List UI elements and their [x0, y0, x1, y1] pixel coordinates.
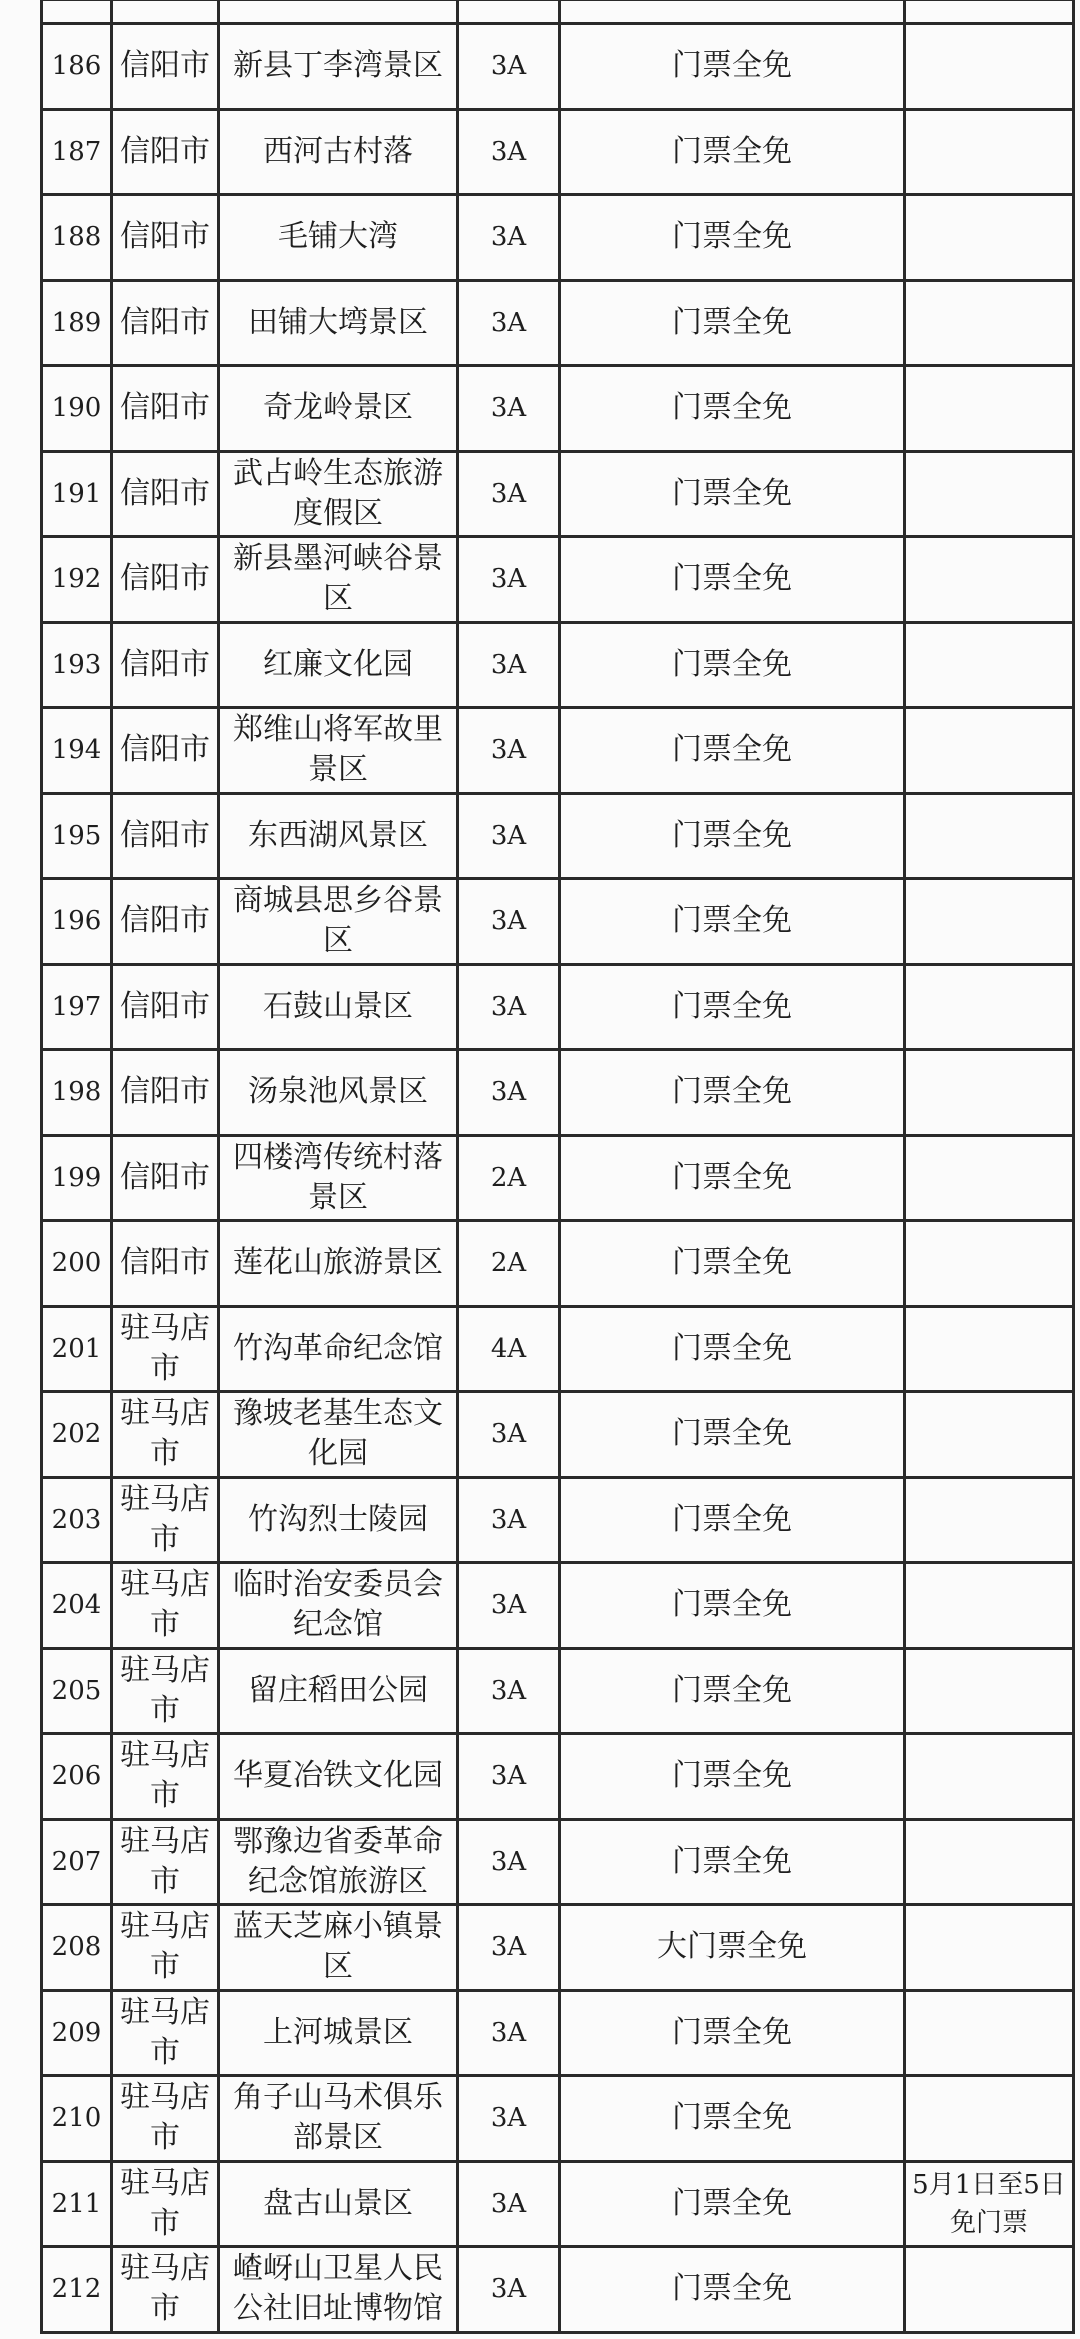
grade-level: 3A	[458, 109, 560, 195]
remarks-cell	[905, 24, 1074, 110]
scenic-spot-name: 武占岭生态旅游度假区	[219, 451, 458, 537]
row-number: 206	[42, 1734, 112, 1820]
scenic-spot-name: 石鼓山景区	[219, 964, 458, 1050]
remarks-cell	[905, 1050, 1074, 1136]
row-number: 192	[42, 537, 112, 623]
ticket-policy: 门票全免	[560, 964, 905, 1050]
ticket-policy: 门票全免	[560, 1050, 905, 1136]
remarks-cell: 5月1日至5日免门票	[905, 2161, 1074, 2247]
scenic-spots-table	[40, 0, 1075, 2334]
remarks-cell	[905, 1135, 1074, 1221]
city-cell: 信阳市	[112, 622, 219, 708]
table-cell	[42, 0, 112, 24]
remarks-cell	[905, 708, 1074, 794]
row-number: 196	[42, 879, 112, 965]
remarks-cell	[905, 2076, 1074, 2162]
table-row	[42, 280, 1074, 366]
ticket-policy: 门票全免	[560, 109, 905, 195]
city-cell: 信阳市	[112, 793, 219, 879]
ticket-policy: 门票全免	[560, 1734, 905, 1820]
ticket-policy: 门票全免	[560, 1990, 905, 2076]
table-row	[42, 1221, 1074, 1307]
remarks-cell	[905, 1392, 1074, 1478]
row-number: 197	[42, 964, 112, 1050]
row-number: 210	[42, 2076, 112, 2162]
grade-level: 3A	[458, 195, 560, 281]
city-cell: 驻马店市	[112, 2247, 219, 2333]
table-row	[42, 1819, 1074, 1905]
city-cell: 信阳市	[112, 964, 219, 1050]
table-cell	[905, 0, 1074, 24]
city-cell: 信阳市	[112, 280, 219, 366]
grade-level: 3A	[458, 1734, 560, 1820]
row-number: 212	[42, 2247, 112, 2333]
table-row	[42, 1477, 1074, 1563]
table-row	[42, 2247, 1074, 2333]
table-row	[42, 2076, 1074, 2162]
grade-level: 3A	[458, 24, 560, 110]
table-row	[42, 1648, 1074, 1734]
remarks-cell	[905, 366, 1074, 452]
row-number: 190	[42, 366, 112, 452]
scenic-spot-name: 临时治安委员会纪念馆	[219, 1563, 458, 1649]
grade-level: 3A	[458, 1819, 560, 1905]
city-cell: 驻马店市	[112, 1734, 219, 1820]
ticket-policy: 门票全免	[560, 622, 905, 708]
scenic-spot-name: 盘古山景区	[219, 2161, 458, 2247]
scenic-spot-name: 商城县思乡谷景区	[219, 879, 458, 965]
table-row	[42, 451, 1074, 537]
remarks-cell	[905, 1306, 1074, 1392]
row-number: 199	[42, 1135, 112, 1221]
city-cell: 驻马店市	[112, 1990, 219, 2076]
grade-level: 3A	[458, 1563, 560, 1649]
remarks-cell	[905, 195, 1074, 281]
city-cell: 驻马店市	[112, 1819, 219, 1905]
city-cell: 信阳市	[112, 366, 219, 452]
row-number: 189	[42, 280, 112, 366]
city-cell: 信阳市	[112, 1221, 219, 1307]
row-number: 191	[42, 451, 112, 537]
table-row	[42, 964, 1074, 1050]
city-cell: 信阳市	[112, 195, 219, 281]
row-number: 208	[42, 1905, 112, 1991]
ticket-policy: 门票全免	[560, 1819, 905, 1905]
scenic-spot-name: 鄂豫边省委革命纪念馆旅游区	[219, 1819, 458, 1905]
grade-level: 3A	[458, 1905, 560, 1991]
scenic-spot-name: 东西湖风景区	[219, 793, 458, 879]
ticket-policy: 门票全免	[560, 879, 905, 965]
grade-level: 3A	[458, 1648, 560, 1734]
remarks-cell	[905, 1734, 1074, 1820]
remarks-cell	[905, 1648, 1074, 1734]
row-number: 207	[42, 1819, 112, 1905]
remarks-cell	[905, 622, 1074, 708]
table-row	[42, 195, 1074, 281]
remarks-cell	[905, 1563, 1074, 1649]
remarks-cell	[905, 793, 1074, 879]
grade-level: 3A	[458, 451, 560, 537]
ticket-policy: 门票全免	[560, 24, 905, 110]
scenic-spot-name: 豫坡老基生态文化园	[219, 1392, 458, 1478]
grade-level: 3A	[458, 366, 560, 452]
grade-level: 3A	[458, 2076, 560, 2162]
table-row	[42, 879, 1074, 965]
table-row	[42, 793, 1074, 879]
remarks-cell	[905, 451, 1074, 537]
scenic-spot-name: 西河古村落	[219, 109, 458, 195]
remarks-cell	[905, 2247, 1074, 2333]
table-row	[42, 2161, 1074, 2247]
ticket-policy: 门票全免	[560, 1392, 905, 1478]
scenic-spot-name: 田铺大塆景区	[219, 280, 458, 366]
scenic-spot-name: 留庄稻田公园	[219, 1648, 458, 1734]
scenic-spot-name: 华夏冶铁文化园	[219, 1734, 458, 1820]
city-cell: 驻马店市	[112, 1392, 219, 1478]
city-cell: 驻马店市	[112, 1477, 219, 1563]
table-row	[42, 1392, 1074, 1478]
city-cell: 驻马店市	[112, 2076, 219, 2162]
row-number: 194	[42, 708, 112, 794]
city-cell: 信阳市	[112, 537, 219, 623]
ticket-policy: 门票全免	[560, 793, 905, 879]
row-number: 198	[42, 1050, 112, 1136]
row-number: 204	[42, 1563, 112, 1649]
row-number: 211	[42, 2161, 112, 2247]
grade-level: 3A	[458, 879, 560, 965]
ticket-policy: 门票全免	[560, 1563, 905, 1649]
grade-level: 4A	[458, 1306, 560, 1392]
scenic-spot-name: 新县墨河峡谷景区	[219, 537, 458, 623]
scenic-spot-name: 角子山马术俱乐部景区	[219, 2076, 458, 2162]
city-cell: 驻马店市	[112, 1648, 219, 1734]
table-row	[42, 1734, 1074, 1820]
ticket-policy: 门票全免	[560, 708, 905, 794]
remarks-cell	[905, 537, 1074, 623]
table-cell	[458, 0, 560, 24]
scenic-spot-name: 红廉文化园	[219, 622, 458, 708]
ticket-policy: 门票全免	[560, 280, 905, 366]
scenic-spot-name: 郑维山将军故里景区	[219, 708, 458, 794]
ticket-policy: 门票全免	[560, 1306, 905, 1392]
ticket-policy: 门票全免	[560, 195, 905, 281]
grade-level: 3A	[458, 280, 560, 366]
scenic-spot-name: 竹沟革命纪念馆	[219, 1306, 458, 1392]
grade-level: 3A	[458, 964, 560, 1050]
scenic-spot-name: 新县丁李湾景区	[219, 24, 458, 110]
remarks-cell	[905, 1221, 1074, 1307]
scenic-spot-name: 四楼湾传统村落景区	[219, 1135, 458, 1221]
table-row	[42, 537, 1074, 623]
grade-level: 3A	[458, 2161, 560, 2247]
row-number: 205	[42, 1648, 112, 1734]
scenic-spot-name: 莲花山旅游景区	[219, 1221, 458, 1307]
scenic-spot-name: 奇龙岭景区	[219, 366, 458, 452]
city-cell: 信阳市	[112, 1050, 219, 1136]
remarks-cell	[905, 1990, 1074, 2076]
city-cell: 驻马店市	[112, 1905, 219, 1991]
row-number: 201	[42, 1306, 112, 1392]
row-number: 186	[42, 24, 112, 110]
remarks-cell	[905, 1477, 1074, 1563]
ticket-policy: 门票全免	[560, 2076, 905, 2162]
grade-level: 3A	[458, 2247, 560, 2333]
row-number: 209	[42, 1990, 112, 2076]
scenic-spot-name: 竹沟烈士陵园	[219, 1477, 458, 1563]
table-row	[42, 622, 1074, 708]
scenic-spot-name: 嵖岈山卫星人民公社旧址博物馆	[219, 2247, 458, 2333]
scenic-spot-name: 蓝天芝麻小镇景区	[219, 1905, 458, 1991]
row-number: 188	[42, 195, 112, 281]
city-cell: 信阳市	[112, 879, 219, 965]
grade-level: 3A	[458, 1392, 560, 1478]
grade-level: 3A	[458, 1050, 560, 1136]
city-cell: 驻马店市	[112, 1563, 219, 1649]
table-row	[42, 1563, 1074, 1649]
table-row-partial	[42, 0, 1074, 24]
city-cell: 驻马店市	[112, 1306, 219, 1392]
table-cell	[219, 0, 458, 24]
row-number: 195	[42, 793, 112, 879]
remarks-cell	[905, 879, 1074, 965]
row-number: 203	[42, 1477, 112, 1563]
city-cell: 信阳市	[112, 451, 219, 537]
table-row	[42, 366, 1074, 452]
table-row	[42, 1905, 1074, 1991]
remarks-cell	[905, 280, 1074, 366]
city-cell: 信阳市	[112, 109, 219, 195]
table-row	[42, 708, 1074, 794]
ticket-policy: 门票全免	[560, 451, 905, 537]
ticket-policy: 大门票全免	[560, 1905, 905, 1991]
table-body	[42, 0, 1074, 2332]
ticket-policy: 门票全免	[560, 2247, 905, 2333]
table-row	[42, 24, 1074, 110]
table-row	[42, 1050, 1074, 1136]
scenic-spot-name: 毛铺大湾	[219, 195, 458, 281]
table-row	[42, 1990, 1074, 2076]
ticket-policy: 门票全免	[560, 2161, 905, 2247]
ticket-policy: 门票全免	[560, 366, 905, 452]
scenic-spot-name: 上河城景区	[219, 1990, 458, 2076]
grade-level: 3A	[458, 708, 560, 794]
grade-level: 3A	[458, 1477, 560, 1563]
row-number: 200	[42, 1221, 112, 1307]
city-cell: 信阳市	[112, 708, 219, 794]
remarks-cell	[905, 1819, 1074, 1905]
grade-level: 3A	[458, 537, 560, 623]
ticket-policy: 门票全免	[560, 1477, 905, 1563]
city-cell: 信阳市	[112, 24, 219, 110]
remarks-cell	[905, 109, 1074, 195]
remarks-cell	[905, 964, 1074, 1050]
table-row	[42, 1306, 1074, 1392]
grade-level: 3A	[458, 622, 560, 708]
grade-level: 2A	[458, 1135, 560, 1221]
grade-level: 3A	[458, 1990, 560, 2076]
table-cell	[112, 0, 219, 24]
table-cell	[560, 0, 905, 24]
row-number: 187	[42, 109, 112, 195]
remarks-cell	[905, 1905, 1074, 1991]
grade-level: 3A	[458, 793, 560, 879]
ticket-policy: 门票全免	[560, 1221, 905, 1307]
scenic-spot-name: 汤泉池风景区	[219, 1050, 458, 1136]
grade-level: 2A	[458, 1221, 560, 1307]
row-number: 193	[42, 622, 112, 708]
ticket-policy: 门票全免	[560, 1135, 905, 1221]
ticket-policy: 门票全免	[560, 1648, 905, 1734]
table-row	[42, 1135, 1074, 1221]
city-cell: 信阳市	[112, 1135, 219, 1221]
row-number: 202	[42, 1392, 112, 1478]
table-row	[42, 109, 1074, 195]
ticket-policy: 门票全免	[560, 537, 905, 623]
city-cell: 驻马店市	[112, 2161, 219, 2247]
